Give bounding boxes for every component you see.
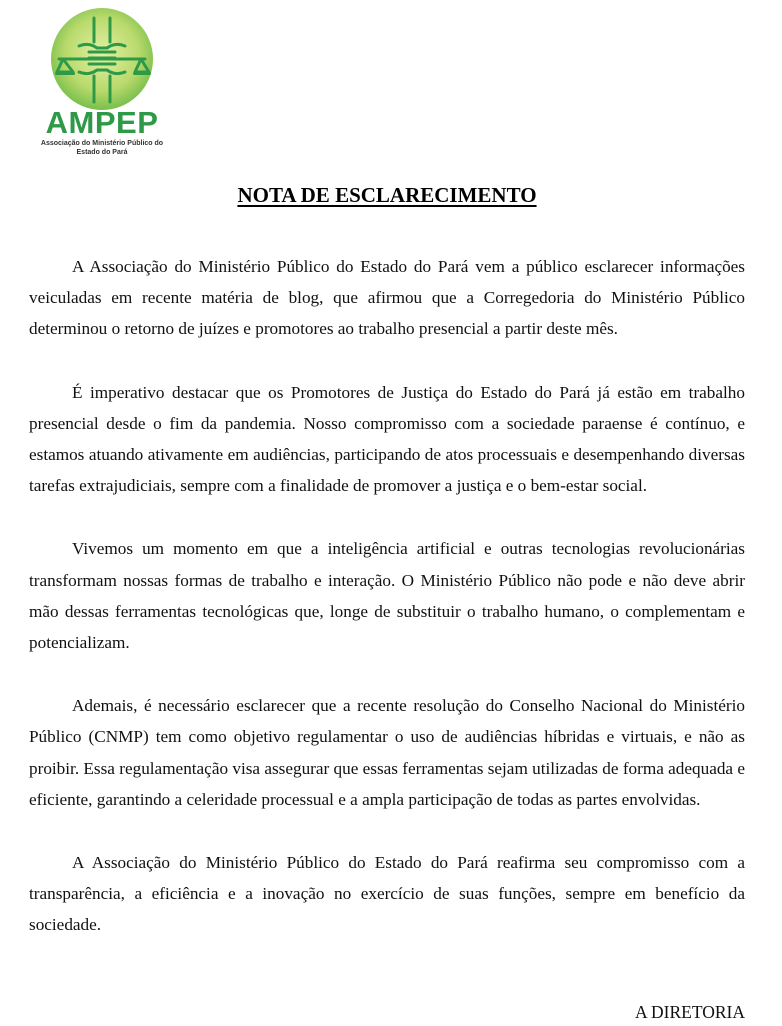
ampep-logo — [40, 6, 164, 158]
document-title: NOTA DE ESCLARECIMENTO — [237, 183, 537, 207]
signature: A DIRETORIA — [634, 1002, 745, 1022]
logo-subtitle: Associação do Ministério Público do Estado do Pará — [40, 140, 164, 156]
paragraph-3: Vivemos um momento em que a inteligência artificial e outras tecnologias revolucionárias transformam nossas formas de trabalho e interação. O Ministério Público não pode e não deve abrir mão dessas ferramentas tecnológicas que, longe de substituir o trabalho humano, o complementam e potencializam. — [29, 539, 745, 653]
paragraph-1: A Associação do Ministério Público do Estado do Pará vem a público esclarecer informações veiculadas em recente matéria de blog, que afirmou que a Corregedoria do Ministério Público determinou o retorno de juízes e promotores ao trabalho presencial a partir deste mês. — [29, 257, 745, 339]
scales-of-justice-hands-icon — [49, 6, 155, 112]
logo-wordmark: AMPEP — [45, 105, 159, 140]
paragraph-2: É imperativo destacar que os Promotores de Justiça do Estado do Pará já estão em trabalho presencial desde o fim da pandemia. Nosso compromisso com a sociedade paraense é contínuo, e estamos atuando ativamente em audiências, participando de atos processuais e desempenhando diversas tarefas extrajudiciais, sempre com a finalidade de promover a justiça e o bem-estar social. — [29, 382, 745, 496]
paragraph-4: Ademais, é necessário esclarecer que a recente resolução do Conselho Nacional do Ministério Público (CNMP) tem como objetivo regulamentar o uso de audiências híbridas e virtuais, e não as proibir. Essa regulamentação visa assegurar que essas ferramentas sejam utilizadas de forma adequada e eficiente, garantindo a celeridade processual e a ampla participação de todas as partes envolvidas. — [29, 696, 745, 809]
paragraph-5: A Associação do Ministério Público do Estado do Pará reafirma seu compromisso com a transparência, a eficiência e a inovação no exercício de suas funções, sempre em benefício da sociedade. — [29, 853, 745, 935]
document-body — [29, 251, 745, 973]
